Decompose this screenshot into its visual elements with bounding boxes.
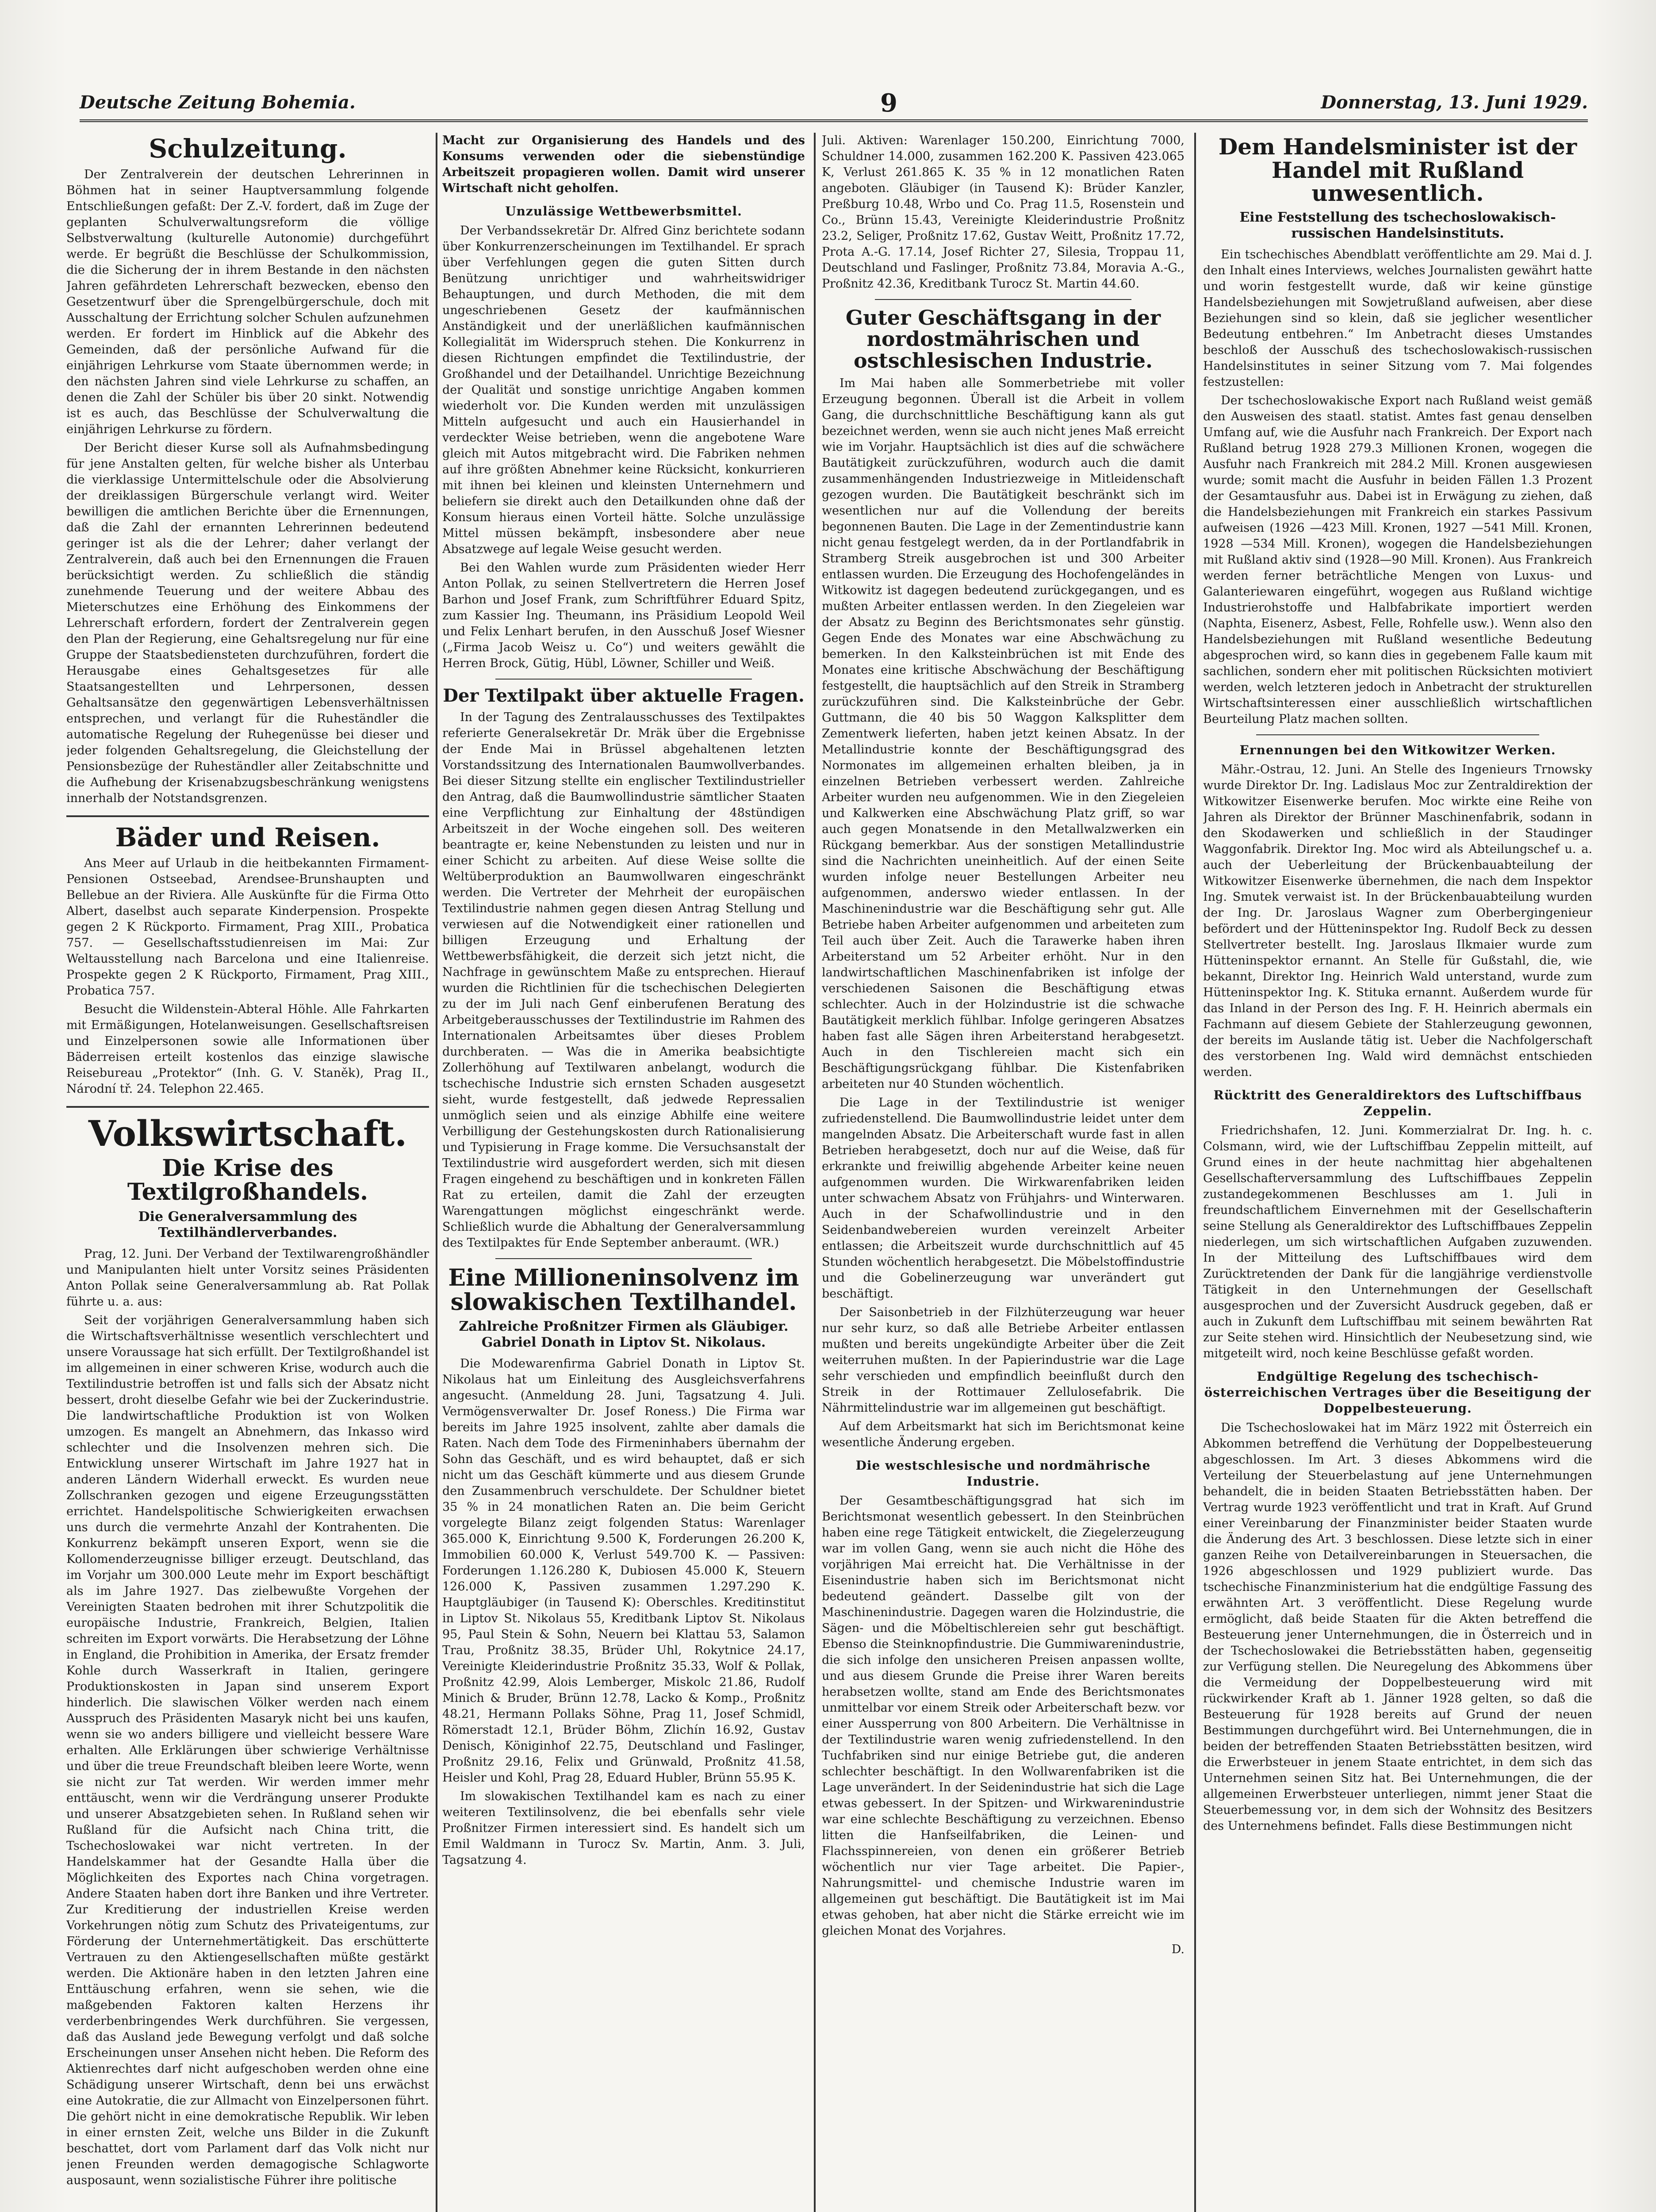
article-paragraph: Der Bericht dieser Kurse soll als Aufnahmsbedingung für jene Anstalten gelten, für welche bisher als Unterbau die vierklassige Untermittelschule oder die Absolvierung der dreiklassigen Bürgerschule verlangt wird. Weiter bewilligen die amtlichen Berichte über die Ernennungen, daß die Zahl der ernannten Lehrerinnen bedeutend geringer ist als die der Lehrer; daher verlangt der Zentralverein, daß auch bei den Ernennungen die Frauen berücksichtigt werden. Zu schließlich die ständig zunehmende Teuerung und der weitere Abbau des Mieterschutzes eine Erhöhung des Einkommens der Lehrerschaft erfordern, fordert der Zentralverein gegen den Plan der Regierung, eine Gehaltsregelung nur für eine Gruppe der Staatsbediensteten durchzuführen, fordert die Herausgabe eines Gehaltsgesetzes für alle Staatsangestellten und Lehrpersonen, dessen Gehaltsansätze den gegenwärtigen Lebensverhältnissen entsprechen, und verlangt für die Ruheständler die automatische Regelung der Ruhegenüsse bei dieser und jeder folgenden Gehaltsregelung, die Gleichstellung der Pensionsbezüge der Ruheständler aller Zeitabschnitte und die Aufhebung der Krisenabzugsbeschränkung wenigstens innerhalb der Notstandsgrenzen. <box>66 441 429 805</box>
subheadline-doppelbesteuerung: Endgültige Regelung des tschechisch-österreichischen Vertrages über die Beseitigung der Doppelbesteuerung. <box>1204 1369 1591 1416</box>
article-paragraph: Juli. Aktiven: Warenlager 150.200, Einrichtung 7000, Schuldner 14.000, zusammen 162.200 K. Passiven 423.065 K, Verlust 261.865 K. 35 % in 12 monatlichen Raten angeboten. Gläubiger (in Tausend K): Brüder Kanzler, Preßburg 10.48, Wrbo und Co. Prag 11.5, Rosenstein und Co., Brünn 15.43, Vereinigte Kleiderindustrie Proßnitz 23.2, Seliger, Proßnitz 17.62, Gustav Weitt, Proßnitz 17.72, Prota A.-G. 17.14, Josef Richter 27, Silesia, Troppau 11, Deutschland und Faslinger, Proßnitz 73.84, Moravia A.-G., Proßnitz 42.36, Kreditbank Turocz St. Martin 44.60. <box>822 134 1184 291</box>
article-paragraph: Seit der vorjährigen Generalversammlung haben sich die Wirtschaftsverhältnisse wesentlich verschlechtert und unsere Voraussage hat sich erfüllt. Der Textilgroßhandel ist im allgemeinen in einer schweren Krise, wodurch auch die Textilindustrie betroffen ist und falls sich der Absatz nicht bessert, droht dieselbe Gefahr wie bei der Zuckerindustrie. Die landwirtschaftliche Produktion ist von Wolken umzogen. Es mangelt an Abnehmern, das Inkasso wird schlechter und die Insolvenzen mehren sich. Die Entwicklung unserer Wirtschaft im Jahre 1927 hat in anderen Ländern Widerhall erweckt. Es wurden neue Zollschranken gezogen und eigene Erzeugungsstätten errichtet. Handelspolitische Schwierigkeiten erwachsen uns durch die vermehrte Anzahl der Kontrahenten. Die Konkurrenz bekämpft unseren Export, wenn sie die Kollomenderzeugnisse billiger erzeugt. Deutschland, das im Vorjahr um 300.000 Leute mehr im Export beschäftigt als im Jahre 1927. Das zielbewußte Vorgehen der Vereinigten Staaten bedrohen mit ihrer Schutzpolitik die europäische Industrie, Frankreich, Belgien, Italien schreiten im Export vorwärts. Die Herabsetzung der Löhne in England, die Prohibition in Amerika, der Ersatz fremder Kohle durch Wasserkraft in Italien, geringere Produktionskosten in Japan sind unserem Export hinderlich. Die slawischen Völker werden nach einem Ausspruch des Präsidenten Masaryk nicht bei uns kaufen, wenn sie wo anders billigere und vielleicht bessere Ware erhalten. Alle Erklärungen über schwierige Verhältnisse und über die treue Freundschaft bleiben leere Worte, wenn sie nicht zur Tat werden. Wir werden immer mehr enttäuscht, wenn wir die Verdrängung unserer Produkte und unserer Absatzgebieten sehen. In Rußland sehen wir Rußland für die Aufsicht nach China tritt, die Tschechoslowakei war nicht vertreten. In der Handelskammer hat der Gesandte Halla über die Möglichkeiten des Exportes nach China vorgetragen. Andere Staaten haben dort ihre Banken und ihre Vertreter. Zur Kreditierung der industriellen Kreise werden Vorkehrungen nötig zum Schutz des Privateigentums, zur Förderung der Unternehmertätigkeit. Das erschütterte Vertrauen zu den Aktiengesellschaften müßte gestärkt werden. Die Aktionäre haben in den letzten Jahren eine Enttäuschung erfahren, wenn sie sehen, wie die maßgebenden Faktoren kalten Herzens ihr verderbenbringendes Werk durchführen. Sie vergessen, daß das Ausland jede Bewegung verfolgt und daß solche Erscheinungen unser Ansehen nicht heben. Die Reform des Aktienrechtes darf nicht aufgeschoben werden ohne eine Schädigung unserer Wirtschaft, denn bei uns erwächst eine Autokratie, die zur Allmacht von Einzelpersonen führt. Die gehört nicht in eine demokratische Republik. Wir leben in einer ernsten Zeit, welche uns Bilder in die Zukunft beschattet, dort vom Parlament darf das Volk nicht nur jenen Freunden werden demagogische Schlagworte ausposaunt, wenn sozialistische Führer ihre politische <box>66 1313 429 2187</box>
column-rule <box>1194 133 1196 2212</box>
article-paragraph: Der tschechoslowakische Export nach Rußland weist gemäß den Ausweisen des staatl. statist. Amtes fast genau denselben Umfang auf, wie die Ausfuhr nach Frankreich. Der Export nach Rußland betrug 1928 279.3 Millionen Kronen, wogegen die Ausfuhr nach Frankreich mit 284.2 Mill. Kronen ausgewiesen wurde; somit macht die Ausfuhr in beiden Fällen 1.3 Prozent der Gesamtausfuhr aus. Dabei ist in Erwägung zu ziehen, daß die Handelsbeziehungen mit Frankreich ein starkes Passivum aufweisen (1926 —423 Mill. Kronen, 1927 —541 Mill. Kronen, 1928 —534 Mill. Kronen), wogegen die Handelsbeziehungen mit Rußland aktiv sind (1928—90 Mill. Kronen). Aus Frankreich werden ferner beträchtliche Mengen von Luxus- und Galanteriewaren eingeführt, wogegen aus Rußland wichtige Industrierohstoffe und Halbfabrikate importiert werden (Naphta, Eisenerz, Asbest, Felle, Rohfelle usw.). Wenn also den Handelsbeziehungen mit Rußland wesentliche Bedeutung abgesprochen wird, so kann dies in gegebenem Falle kaum mit sachlichen, sondern eher mit politischen Rücksichten motiviert werden, welch letzteren jedoch in Anbetracht der strukturellen Wirtschaftsinteressen einer ausschließlich wirtschaftlichen Beurteilung Platz machen sollten. <box>1203 393 1592 726</box>
article-paragraph: Macht zur Organisierung des Handels und des Konsums verwenden oder die siebenstündige Arbeitszeit propagieren wollen. Damit wird unserer Wirtschaft nicht geholfen. <box>442 134 805 195</box>
issue-date: Donnerstag, 13. Juni 1929. <box>1321 92 1588 113</box>
subheadline-handelsminister: Eine Feststellung des tschechoslowakisch-russischen Handelsinstituts. <box>1239 209 1556 241</box>
article-paragraph: Ein tschechisches Abendblatt veröffentlichte am 29. Mai d. J. den Inhalt eines Interviews, welches Journalisten gewährt hatte und worin festgestellt wurde, daß wir keine günstige Handelsbeziehungen mit Sowjetrußland aufweisen, aber diese Beziehungen sind so klein, daß sie jeglicher wesentlicher Bedeutung entbehren.“ Im Anbetracht dieses Umstandes beschloß der Ausschuß des tschechoslowakisch-russischen Handelsinstitutes in seiner Sitzung vom 7. Mai folgendes festzustellen: <box>1203 247 1592 389</box>
subheadline-zeppelin: Rücktritt des Generaldirektors des Luftschiffbaus Zeppelin. <box>1213 1087 1582 1118</box>
column-1 <box>66 133 429 2212</box>
column-4 <box>1203 133 1592 2212</box>
article-paragraph: Besucht die Wildenstein-Abteral Höhle. Alle Fahrkarten mit Ermäßigungen, Hotelanweisungen. Gesellschaftsreisen und Einzelpersonen sowie alle Informationen über Bäderreisen erteilt kostenlos das einzige slawische Reisebureau „Protektor“ (Inh. G. V. Staněk), Prag II., Národní tř. 24. Telephon 22.465. <box>66 1002 429 1096</box>
headline-insolvenz: Eine Millioneninsolvenz im slowakischen Textilhandel. <box>448 1264 799 1316</box>
headline-handelsminister: Dem Handelsminister ist der Handel mit Rußland unwesentlich. <box>1218 134 1577 206</box>
article-paragraph: Die Lage in der Textilindustrie ist weniger zufriedenstellend. Die Baumwollindustrie leidet unter dem mangelnden Absatz. Die Arbeiterschaft wurde fast in allen Betrieben herabgesetzt, doch nur auf die Weise, daß für erkrankte und freiwillig abgehende Arbeiter keine neuen aufgenommen wurden. Die Wirkwarenfabriken leiden unter schwachem Absatz von Frühjahrs- und Winterwaren. Auch in der Schafwollindustrie und in den Seidenbandwebereien wurden vereinzelt Arbeiter entlassen; die Arbeitszeit wurde durchschnittlich auf 45 Stunden wöchentlich herabgesetzt. Die Möbelstoffindustrie und die Gobelinerzeugung war unverändert gut beschäftigt. <box>822 1095 1184 1301</box>
subheadline-insolvenz: Zahlreiche Proßnitzer Firmen als Gläubiger. Gabriel Donath in Liptov St. Nikolaus. <box>459 1319 789 1351</box>
subheadline-krise: Die Generalversammlung des Textilhändlerverbandes. <box>138 1209 357 1240</box>
subheadline-witkowitz: Ernennungen bei den Witkowitzer Werken. <box>1239 742 1556 757</box>
column-rule <box>814 133 816 2212</box>
subheadline-wettbewerb: Unzulässige Wettbewerbsmittel. <box>505 204 742 219</box>
section-title-volkswirtschaft: Volkswirtschaft. <box>88 1112 407 1154</box>
article-paragraph: Bei den Wahlen wurde zum Präsidenten wieder Herr Anton Pollak, zu seinen Stellvertretern die Herren Josef Barhon und Josef Frank, zum Schriftführer Eduard Spitz, zum Kassier Ing. Theumann, ins Präsidium Leopold Weil und Felix Lenhart berufen, in den Ausschuß Josef Wiesner („Firma Jacob Weisz u. Co“) und weiters gewählt die Herren Brock, Gütig, Hübl, Löwner, Schiller und Weiß. <box>442 561 805 670</box>
divider <box>495 1258 752 1259</box>
article-paragraph: In der Tagung des Zentralausschusses des Textilpaktes referierte Generalsekretär Dr. Mräk über die Ergebnisse der Ende Mai in Brüssel abgehaltenen letzten Vorstandssitzung des Internationalen Baumwollverbandes. Bei dieser Sitzung stellte ein englischer Textilindustrieller den Antrag, daß die Baumwollindustrie sämtlicher Staaten eine Verpflichtung zur Einhaltung der 48stündigen Arbeitszeit in der Woche eingehen soll. Des weiteren beantragte er, keine Nebenstunden zu leisten und nur in einer Schicht zu arbeiten. Auf diese Weise sollte die Weltüberproduktion an Baumwollwaren eingeschränkt werden. Die Vertreter der Mehrheit der europäischen Textilindustrie nahmen gegen diesen Antrag Stellung und verwiesen auf die Notwendigkeit einer rationellen und billigen Erzeugung und Erhaltung der Wettbewerbsfähigkeit, die derzeit sich jetzt nicht, die Nachfrage in gewünschtem Maße zu entsprechen. Hierauf wurden die Richtlinien für die tschechischen Delegierten zu der im Juli nach Genf einberufenen Beratung des Arbeitgeberausschusses der Textilindustrie im Rahmen des Internationalen Arbeitsamtes über dieses Problem durchberaten. — Was die in Amerika beabsichtigte Zollerhöhung auf Textilwaren anbelangt, wodurch die tschechische Industrie sich ernsten Schaden ausgesetzt sieht, wurde festgestellt, daß jedwede Repressalien unmöglich seien und als einzige Abhilfe eine weitere Verbilligung der Gestehungskosten durch Rationalisierung und Typisierung in Frage komme. Die Versuchsanstalt der Textilindustrie wird ausgefordert werden, sich mit diesen Fragen eingehend zu beschäftigen und in konkreten Fällen Rat zu erteilen, damit die Zahl der erzeugten Warengattungen möglichst eingeschränkt werde. Schließlich wurde die Abhaltung der Generalversammlung des Textilpaktes für Ende September anberaumt. (WR.) <box>442 710 805 1250</box>
page-number: 9 <box>880 88 897 118</box>
headline-geschaeftsgang: Guter Geschäftsgang in der nordostmährischen und ostschlesischen Industrie. <box>845 306 1161 373</box>
article-paragraph: Der Verbandssekretär Dr. Alfred Ginz berichtete sodann über Konkurrenzerscheinungen im Textilhandel. Er sprach über Verfehlungen gegen die guten Sitten durch Benützung unrichtiger und wahrheitswidriger Behauptungen, und durch Methoden, die mit dem ungeschriebenen Gesetz der kaufmännischen Anständigkeit und der unerläßlichen kaufmännischen Kollegialität im Widerspruch stehen. Die Konkurrenz in diesen Richtungen empfindet die Textilindustrie, der Großhandel und der Detailhandel. Unrichtige Bezeichnung der Qualität und sonstige unrichtige Angaben kommen wiederholt vor. Die Kunden werden mit unzulässigen Mitteln aufgesucht und auch ein Hausierhandel in verdeckter Weise betrieben, wenn die angebotene Ware gleich mit Autos mitgebracht wird. Die Fabriken nehmen auf ihre größten Abnehmer keine Rücksicht, konkurrieren mit ihnen bei kleinen und kleinsten Unternehmern und beliefern sie direkt auch den Detailkunden ohne daß der Konsum hieraus einen Vorteil hätte. Solche unzulässige Mittel müssen bekämpft, insbesondere aber neue Absatzwege auf legale Weise gesucht werden. <box>442 224 805 556</box>
column-3 <box>822 133 1184 2212</box>
page-header <box>80 88 1588 122</box>
subheadline-westschlesien: Die westschlesische und nordmährische Industrie. <box>855 1458 1151 1489</box>
article-paragraph: Im Mai haben alle Sommerbetriebe mit voller Erzeugung begonnen. Überall ist die Arbeit in vollem Gang, die durchschnittliche Beschäftigung kann als gut bezeichnet werden, wenn sie auch nicht jenes Maß erreicht wie im Vorjahr. Hauptsächlich ist dies auf die schwächere Bautätigkeit zurückzuführen, wodurch auch die damit zusammenhängenden Industriezweige in Mitleidenschaft gezogen wurden. Die Bautätigkeit beschränkt sich im wesentlichen nur auf die Vollendung der bereits begonnenen Bauten. Die Lage in der Zementindustrie kann nicht genau festgelegt werden, da in der Portlandfabrik in Stramberg Streik ausgebrochen ist und 300 Arbeiter entlassen wurden. Die Erzeugung des Hochofengeländes in Witkowitz ist dagegen bedeutend zurückgegangen, und es mußten Arbeiter entlassen werden. In den Ziegeleien war der Absatz zu Beginn des Berichtsmonates sehr günstig. Gegen Ende des Monates war eine Abschwächung zu bemerken. In den Kalksteinbrüchen ist mit Ende des Monates eine kritische Abschwächung der Beschäftigung festgestellt, die hauptsächlich auf den Streik in Stramberg zurückzuführen sind. Die Kalksteinbrüche der Gebr. Guttmann, die 40 bis 50 Waggon Kalksplitter dem Zementwerk lieferten, haben jetzt keinen Absatz. In der Metallindustrie konnte der Beschäftigungsgrad des Normonates im allgemeinen erhalten bleiben, ja in einzelnen Betrieben verbessert werden. Zahlreiche Arbeiter wurden neu aufgenommen. Wie in den Ziegeleien und Kalkwerken eine Abschwächung Platz griff, so war auch gegen Monatsende in den Metallwalzwerken ein Rückgang bemerkbar. Aus der sonstigen Metallindustrie sind die Nachrichten uneinheitlich. Auf der einen Seite wurden infolge neuer Bestellungen Arbeiter neu aufgenommen, anderswo wieder entlassen. In der Maschinenindustrie war die Beschäftigung sehr gut. Alle Betriebe haben Arbeiter aufgenommen und arbeiteten zum Teil auch über Zeit. Auch die Tarawerke haben ihren Arbeiterstand um 52 Arbeiter erhöht. Nur in den landwirtschaftlichen Maschinenfabriken ist infolge der verschiedenen Saisonen die Beschäftigung etwas schlechter. Auch in der Holzindustrie ist die schwache Bautätigkeit merklich fühlbar. Infolge geringeren Absatzes haben fast alle Sägen ihren Arbeiterstand herabgesetzt. Auch in den Tischlereien macht sich ein Beschäftigungsrückgang fühlbar. Die Kistenfabriken arbeiteten nur 40 Stunden wöchentlich. <box>822 376 1184 1091</box>
article-signature: D. <box>1171 1942 1184 1956</box>
section-title-baeder: Bäder und Reisen. <box>115 822 380 853</box>
divider <box>66 815 429 817</box>
article-paragraph: Der Zentralverein der deutschen Lehrerinnen in Böhmen hat in seiner Hauptversammlung folgende Entschließungen gefaßt: Der Z.-V. fordert, daß im Zuge der geplanten Schulverwaltungsreform die völlige Selbstverwaltung (kulturelle Autonomie) durchgeführt werde. Er begrüßt die Beschlüsse der Schulkommission, die die Sicherung der in ihrem Bestande in den nächsten Jahren gefährdeten Lehrerschaft bezwecken, ebenso den Gesetzentwurf über die Sprengelbürgerschule, doch mit Ausschaltung der Errichtung solcher Schulen aufzunehmen werden. Er fordert im Hinblick auf die Abkehr des Gemeinden, daß der persönliche Aufwand für die einjährigen Lehrkurse vom Staate übernommen werde; in den nächsten Jahren sind viele Lehrkurse zu schaffen, an denen die Zahl der Schüler bis über 20 sinkt. Notwendig ist es auch, das Beschlüsse der Schulverwaltung die einjährigen Lehrkurse zu fördern. <box>66 167 429 436</box>
article-paragraph: Der Gesamtbeschäftigungsgrad hat sich im Berichtsmonat wesentlich gebessert. In den Steinbrüchen haben eine rege Tätigkeit entwickelt, die Ziegelerzeugung war im vollen Gang, wenn sie auch nicht die Höhe des vorjährigen Mai erreicht hat. Die Verhältnisse in der Eisenindustrie haben sich im Berichtsmonat nicht bedeutend geändert. Dasselbe gilt von der Maschinenindustrie. Dagegen waren die Holzindustrie, die Sägen- und die Möbeltischlereien sehr gut beschäftigt. Ebenso die Steinknopfindustrie. Die Gummiwarenindustrie, die sich infolge den unsicheren Preisen anpassen wollte, und aus diesem Grunde die Preise ihrer Waren bereits herabsetzen wollte, stand am Ende des Berichtsmonates unmittelbar vor einem Streik oder Arbeiterschaft bezw. vor einer Aussperrung von 800 Arbeitern. Die Verhältnisse in der Textilindustrie waren wenig zufriedenstellend. In den Tuchfabriken sind nur einige Betriebe gut, die anderen schlechter beschäftigt. In den Wollwarenfabriken ist die Lage unverändert. In der Seidenindustrie hat sich die Lage etwas gebessert. In der Spitzen- und Wirkwarenindustrie war eine schlechte Beschäftigung zu verzeichnen. Ebenso litten die Hanfseilfabriken, die Leinen- und Flachsspinnereien, von denen ein größerer Betrieb wöchentlich nur vier Tage arbeitet. Die Papier-, Nahrungsmittel- und chemische Industrie waren im allgemeinen gut beschäftigt. Die Bautätigkeit ist im Mai etwas gehoben, hat aber nicht die Stärke erreicht wie im gleichen Monat des Vorjahres. <box>822 1494 1184 1938</box>
headline-krise: Die Krise des Textilgroßhandels. <box>127 1154 368 1206</box>
divider <box>495 679 752 680</box>
column-rule <box>436 133 437 2212</box>
article-paragraph: Die Tschechoslowakei hat im März 1922 mit Österreich ein Abkommen betreffend die Verhütung der Doppelbesteuerung abgeschlossen. Im Art. 3 dieses Abkommens wird die Verteilung der Steuerbelastung auf jene Unternehmungen behandelt, die in beiden Staaten Betriebsstätten haben. Der Vertrag wurde 1923 veröffentlicht und trat in Kraft. Auf Grund einer Vereinbarung der Finanzminister beider Staaten wurde die Änderung des Art. 3 beschlossen. Diese letzte sich in einer ganzen Reihe von Detailvereinbarungen in Steuersachen, die 1926 abgeschlossen und 1929 publiziert wurde. Das tschechische Finanzministerium hat die endgültige Fassung des erwähnten Art. 3 veröffentlicht. Diese Regelung wurde ermöglicht, daß beide Staaten für die Akten betreffend die Besteuerung jener Unternehmungen, die in Österreich und in der Tschechoslowakei die Betriebsstätten haben, gegenseitig zur Verfügung stellen. Die Neuregelung des Abkommens über die Vermeidung der Doppelbesteuerung wird mit rückwirkender Kraft ab 1. Jänner 1928 gelten, so daß die Besteuerung für 1928 bereits auf Grund der neuen Bestimmungen durchgeführt wird. Bei Unternehmungen, die in beiden der betreffenden Staaten Betriebsstätten besitzen, wird die Erwerbsteuer in jenem Staate entrichtet, in dem sich das Unternehmen seinen Sitz hat. Bei Unternehmungen, die der allgemeinen Erwerbsteuer unterliegen, nimmt jener Staat die Steuerbemessung vor, in dem sich der Wohnsitz des Besitzers des Unternehmens befindet. Falls diese Bestimmungen nicht <box>1203 1421 1592 1833</box>
article-paragraph: Der Saisonbetrieb in der Filzhüterzeugung war heuer nur sehr kurz, so daß alle Betriebe Arbeiter entlassen mußten und bereits ungekündigte Arbeiter über die Zeit weiterruhen mußten. In der Papierindustrie war die Lage sehr verschieden und empfindlich beeinflußt durch den Streik in der Rottimauer Zellulosefabrik. Die Nährmittelindustrie war im allgemeinen gut beschäftigt. <box>822 1305 1184 1415</box>
divider <box>1256 734 1539 735</box>
divider <box>66 1106 429 1108</box>
article-paragraph: Im slowakischen Textilhandel kam es nach zu einer weiteren Textilinsolvenz, die bei ebenfalls sehr viele Proßnitzer Firmen interessiert sind. Es handelt sich um Emil Waldmann in Turocz Sv. Martin, Anm. 3. Juli, Tagsatzung 4. <box>442 1790 805 1867</box>
headline-textilpakt: Der Textilpakt über aktuelle Fragen. <box>443 685 805 706</box>
article-paragraph: Friedrichshafen, 12. Juni. Kommerzialrat Dr. Ing. h. c. Colsmann, wird, wie der Luftschiffbau Zeppelin mitteilt, auf Grund eines in der heute nachmittag hier abgehaltenen Gesellschafterversammlung des Luftschiffbaues Zeppelin zustandegekommenen Beschlusses am 1. Juli in freundschaftlichem Einvernehmen mit der Gesellschafterin seine Stellung als Generaldirektor des Luftschiffbaues Zeppelin niederlegen, um sich wirtschaftlichen Aufgaben zuzuwenden. In der Mitteilung des Luftschiffbaues wird dem Zurücktretenden der Dank für die langjährige verdienstvolle Tätigkeit in den Unternehmungen der Gesellschaft ausgesprochen und der Zuversicht Ausdruck gegeben, daß er auch in Zukunft dem Luftschiffbau mit seinem bewährten Rat zur Seite stehen wird. Hinsichtlich der Neubesetzung sind, wie mitgeteilt wird, noch keine Beschlüsse gefaßt worden. <box>1203 1123 1592 1360</box>
article-paragraph: Prag, 12. Juni. Der Verband der Textilwarengroßhändler und Manipulanten hielt unter Vorsitz seines Präsidenten Anton Pollak seine Generalversammlung ab. Rat Pollak führte u. a. aus: <box>66 1247 429 1309</box>
article-paragraph: Ans Meer auf Urlaub in die heitbekannten Firmament-Pensionen Ostseebad, Arendsee-Brunshaupten und Bellebue an der Riviera. Alle Auskünfte für die Firma Otto Albert, daselbst auch separate Kinderpension. Prospekte gegen 2 K Rückporto. Firmament, Prag XIII., Probatica 757. — Gesellschaftsstudienreisen im Mai: Zur Weltausstellung nach Barcelona und eine Italienreise. Prospekte gegen 2 K Rückporto, Firmament, Prag XIII., Probatica 757. <box>66 856 429 998</box>
article-paragraph: Mähr.-Ostrau, 12. Juni. An Stelle des Ingenieurs Trnowsky wurde Direktor Dr. Ing. Ladislaus Moc zur Zentraldirektion der Witkowitzer Eisenwerke berufen. Moc wirkte eine Reihe von Jahren als Direktor der Brünner Maschinenfabrik, sodann in den Skodawerken und schließlich in der Staudinger Waggonfabrik. Direktor Ing. Moc wird als Abteilungschef u. a. auch der Ueberleitung der Brückenbauabteilung der Witkowitzer Eisenwerke übernehmen, die nach dem Inspektor Ing. Smutek verwaist ist. In der Brückenbauabteilung wurden der Ing. Dr. Jaroslaus Wagner zum Oberbergingenieur befördert und der Hütteninspektor Ing. Rudolf Beck zu dessen Stellvertreter bestellt. Ing. Jaroslaus Ilkmaier wurde zum Hütteninspektor ernannt. An Stelle für Gußstahl, die, wie bekannt, Direktor Ing. Heinrich Wald unterstand, wurde zum Hütteninspektor Ing. K. Stituka ernannt. Außerdem wurde für das Inland in der Person des Ing. F. H. Heinrich abermals ein Fachmann auf diesem Gebiete der Stahlerzeugung gewonnen, der bereits im Auslande tätig ist. Ueber die Nachfolgerschaft des verstorbenen Ing. Wald wird demnächst entschieden werden. <box>1203 762 1592 1079</box>
column-2 <box>442 133 805 2212</box>
article-paragraph: Auf dem Arbeitsmarkt hat sich im Berichtsmonat keine wesentliche Änderung ergeben. <box>822 1419 1184 1449</box>
newspaper-title: Deutsche Zeitung Bohemia. <box>80 92 356 113</box>
section-title-schulzeitung: Schulzeitung. <box>149 134 347 164</box>
divider <box>875 299 1131 300</box>
article-paragraph: Die Modewarenfirma Gabriel Donath in Liptov St. Nikolaus hat um Einleitung des Ausgleichsverfahrens angesucht. (Anmeldung 28. Juni, Tagsatzung 4. Juli. Vermögensverwalter Dr. Josef Roness.) Die Firma war bereits im Jahre 1925 insolvent, zahlte aber damals die Raten. Nach dem Tode des Firmeninhabers übernahm der Sohn das Geschäft, und es wird behauptet, daß er sich nicht um das Geschäft kümmerte und aus diesem Grunde den Zusammenbruch verschuldete. Der Schuldner bietet 35 % in 24 monatlichen Raten an. Die beim Gericht vorgelegte Bilanz zeigt folgenden Status: Warenlager 365.000 K, Einrichtung 9.500 K, Forderungen 26.200 K, Immobilien 60.000 K, Verlust 549.700 K. — Passiven: Forderungen 1.126.280 K, Dubiosen 45.000 K, Steuern 126.000 K, Passiven zusammen 1.297.290 K. Hauptgläubiger (in Tausend K): Oberschles. Kreditinstitut in Liptov St. Nikolaus 55, Kreditbank Liptov St. Nikolaus 95, Paul Stein & Sohn, Neuern bei Klattau 53, Salamon Trau, Proßnitz 38.35, Brüder Uhl, Rokytnice 24.17, Vereinigte Kleiderindustrie Proßnitz 35.33, Wolf & Pollak, Proßnitz 42.99, Alois Lemberger, Miskolc 21.86, Rudolf Minich & Bruder, Brünn 12.78, Lacko & Komp., Proßnitz 48.21, Hermann Pollaks Söhne, Prag 11, Josef Schmidl, Römerstadt 12.1, Brüder Böhm, Zlichín 16.92, Gustav Denisch, Königinhof 22.75, Deutschland und Faslinger, Proßnitz 29.16, Felix und Grünwald, Proßnitz 41.58, Heisler und Kohl, Prag 28, Eduard Hubler, Brünn 55.95 K. <box>442 1357 805 1785</box>
